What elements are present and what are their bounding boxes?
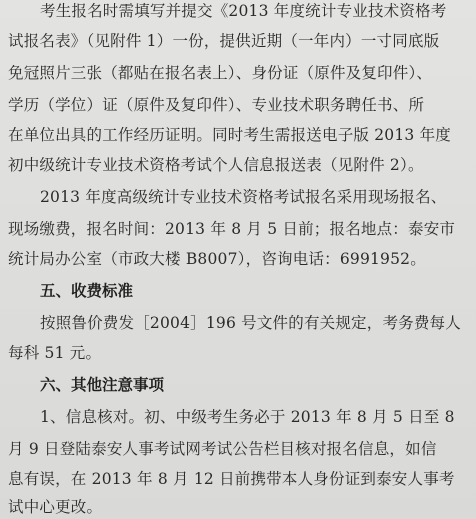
paragraph-line: 学历（学位）证（原件及复印件）、专业技术职务聘任书、所 (8, 96, 425, 114)
paragraph-line: 每科 51 元。 (8, 344, 102, 362)
paragraph-line: 免冠照片三张（都贴在报名表上）、身份证（原件及复印件）、 (8, 64, 433, 82)
paragraph-line: 息有误，在 2013 年 8 月 12 日前携带本人身份证到泰安人事考 (8, 470, 455, 488)
paragraph-line: 在单位出具的工作经历证明。同时考生需报送电子版 2013 年度 (8, 126, 452, 144)
paragraph-line: 按照鲁价费发［2004］196 号文件的有关规定，考务费每人 (40, 314, 461, 332)
paragraph-line: 试报名表》（见附件 1）一份，提供近期（一年内）一寸同底版 (8, 32, 440, 50)
paragraph-line: 统计局办公室（市政大楼 B8007），咨询电话：6991952。 (8, 250, 426, 268)
section-heading-notes: 六、其他注意事项 (40, 376, 165, 394)
paragraph-line: 试中心更改。 (8, 498, 103, 516)
paragraph-line: 现场缴费，报名时间：2013 年 8 月 5 日前；报名地点：泰安市 (8, 220, 456, 238)
paragraph-line: 1、信息核对。初、中级考生务必于 2013 年 8 月 5 日至 8 (40, 408, 455, 426)
paragraph-line: 初中级统计专业技术资格考试个人信息报送表（见附件 2）。 (8, 156, 424, 174)
paragraph-line: 月 9 日登陆泰安人事考试网考试公告栏目核对报名信息，如信 (8, 440, 437, 458)
section-heading-fees: 五、收费标准 (40, 282, 134, 300)
paragraph-line: 考生报名时需填写并提交《2013 年度统计专业技术资格考 (40, 2, 447, 20)
paragraph-line: 2013 年度高级统计专业技术资格考试报名采用现场报名、 (40, 188, 447, 206)
